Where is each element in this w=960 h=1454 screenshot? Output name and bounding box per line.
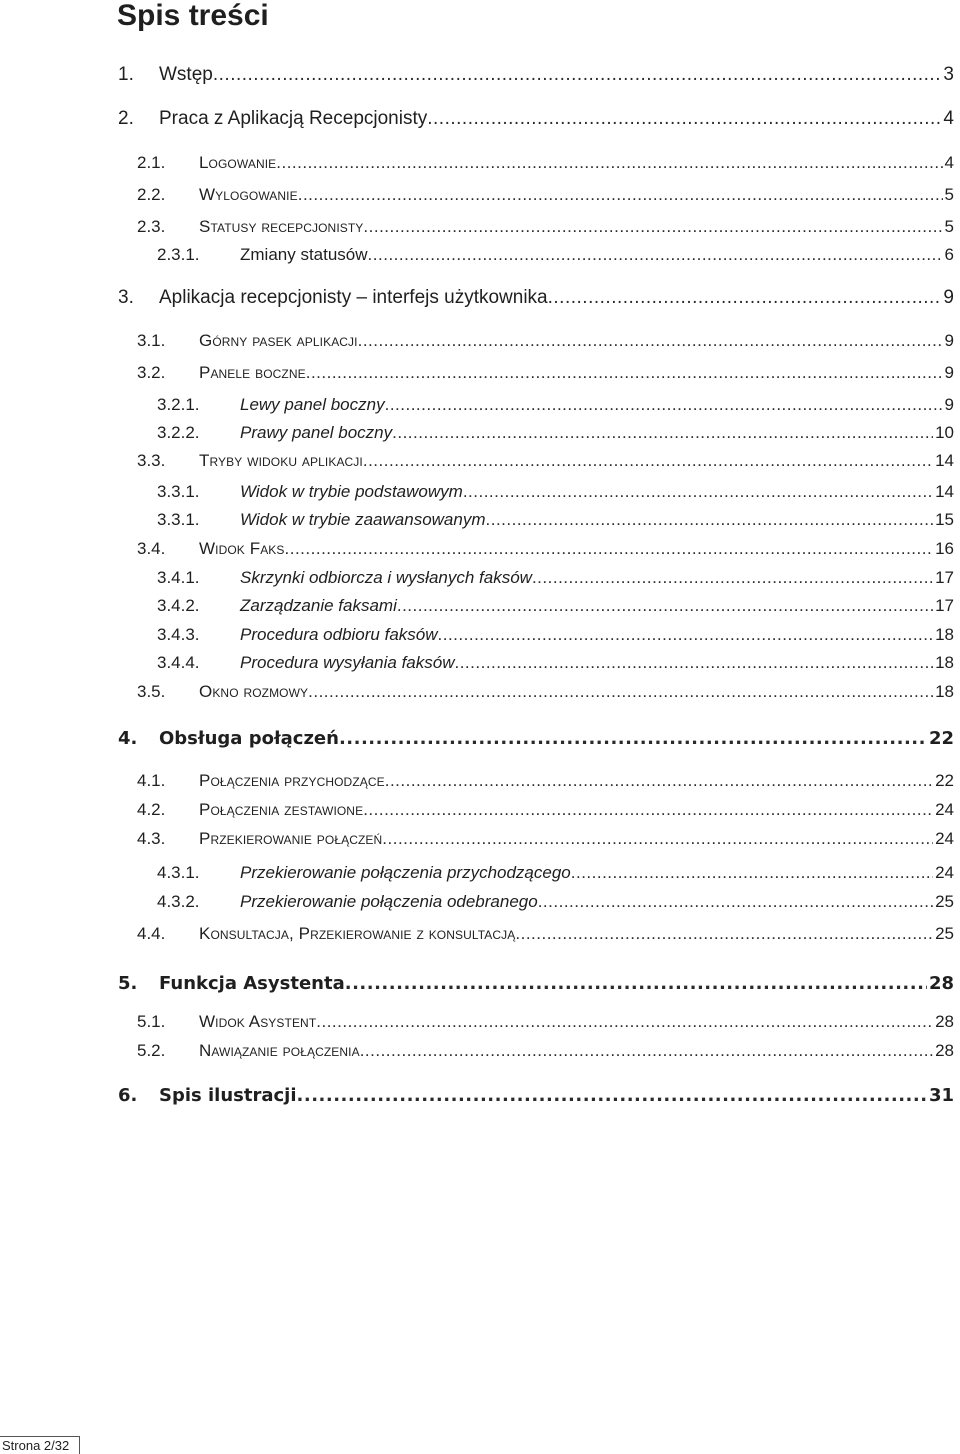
toc-entry[interactable] <box>137 534 954 564</box>
toc-entry-title: Przekierowanie połączeń <box>199 829 383 848</box>
toc-entry[interactable] <box>157 620 954 650</box>
toc-dot-leader <box>308 677 933 707</box>
toc-entry-number: 4. <box>118 728 138 749</box>
toc-entry[interactable] <box>118 283 954 313</box>
toc-entry-number: 4.4. <box>137 924 166 943</box>
toc-entry-page: 3 <box>943 64 954 85</box>
toc-entry[interactable] <box>157 887 954 917</box>
toc-entry[interactable] <box>137 766 954 796</box>
toc-entry-number: 3.5. <box>137 682 166 701</box>
toc-entry-page: 31 <box>928 1085 954 1106</box>
toc-entry[interactable] <box>137 677 954 707</box>
toc-entry-title: Wylogowanie <box>199 185 298 204</box>
toc-entry-page: 9 <box>944 395 954 414</box>
toc-entry-number: 1. <box>118 64 134 85</box>
toc-entry-page: 10 <box>935 423 954 442</box>
toc-dot-leader <box>360 1036 933 1066</box>
toc-entry-title: Widok w trybie zaawansowanym <box>240 510 486 529</box>
toc-entry-page: 28 <box>935 1041 954 1060</box>
toc-entry-title: Panele boczne <box>199 363 306 382</box>
toc-entry[interactable] <box>157 648 954 678</box>
toc-dot-leader <box>548 283 942 313</box>
toc-dot-leader <box>276 148 942 178</box>
toc-entry-title: Procedura odbioru faksów <box>240 625 438 644</box>
toc-entry-title: Okno rozmowy <box>199 682 309 701</box>
toc-entry-page: 4 <box>944 153 954 172</box>
toc-dot-leader <box>385 766 933 796</box>
toc-entry-page: 5 <box>944 217 954 236</box>
toc-entry-title: Zmiany statusów <box>240 245 368 264</box>
toc-dot-leader <box>392 418 933 448</box>
toc-entry-page: 9 <box>943 287 954 308</box>
toc-dot-leader <box>316 1007 933 1037</box>
toc-entry-page: 28 <box>928 973 954 994</box>
toc-entry-title: Procedura wysyłania faksów <box>240 653 455 672</box>
toc-entry-page: 17 <box>935 596 954 615</box>
toc-entry-title: Górny pasek aplikacji <box>199 331 358 350</box>
toc-entry-title: Lewy panel boczny <box>240 395 385 414</box>
toc-entry[interactable] <box>137 919 954 949</box>
toc-dot-leader <box>486 505 934 535</box>
toc-entry[interactable] <box>157 858 954 888</box>
toc-entry-title: Widok Asystent <box>199 1012 317 1031</box>
toc-entry-page: 25 <box>935 924 954 943</box>
toc-entry[interactable] <box>137 1007 954 1037</box>
toc-entry[interactable] <box>157 563 954 593</box>
toc-entry[interactable] <box>118 724 954 754</box>
toc-entry-title: Funkcja Asystenta <box>159 973 345 994</box>
toc-entry-page: 18 <box>935 682 954 701</box>
toc-entry[interactable] <box>157 240 954 270</box>
toc-dot-leader <box>363 212 942 242</box>
toc-entry-number: 3.2.1. <box>157 395 200 414</box>
toc-entry-title: Widok Faks <box>199 539 285 558</box>
toc-dot-leader <box>339 724 927 754</box>
toc-dot-leader <box>438 620 934 650</box>
toc-entry-number: 2.1. <box>137 153 166 172</box>
toc-entry-number: 6. <box>118 1085 138 1106</box>
toc-entry-page: 9 <box>944 363 954 382</box>
toc-dot-leader <box>306 358 943 388</box>
toc-entry-number: 3.4.1. <box>157 568 200 587</box>
toc-dot-leader <box>385 390 943 420</box>
toc-dot-leader <box>363 795 933 825</box>
toc-dot-leader <box>297 1081 927 1111</box>
toc-entry-number: 4.3. <box>137 829 166 848</box>
toc-entry-number: 4.1. <box>137 771 166 790</box>
toc-entry-title: Przekierowanie połączenia odebranego <box>240 892 538 911</box>
toc-entry-page: 15 <box>935 510 954 529</box>
toc-entry-page: 9 <box>944 331 954 350</box>
page-footer: Strona 2/32 <box>0 1436 80 1454</box>
toc-entry[interactable] <box>137 446 954 476</box>
toc-entry[interactable] <box>137 358 954 388</box>
toc-dot-leader <box>285 534 934 564</box>
toc-dot-leader <box>515 919 933 949</box>
toc-dot-leader <box>532 563 933 593</box>
toc-entry-title: Logowanie <box>199 153 277 172</box>
toc-entry[interactable] <box>157 390 954 420</box>
toc-entry[interactable] <box>157 477 954 507</box>
toc-entry-number: 5.2. <box>137 1041 166 1060</box>
toc-dot-leader <box>382 824 933 854</box>
toc-entry-number: 2.3. <box>137 217 166 236</box>
toc-entry[interactable] <box>137 824 954 854</box>
toc-entry-title: Tryby widoku aplikacji <box>199 451 363 470</box>
toc-entry-number: 2. <box>118 108 134 129</box>
toc-entry[interactable] <box>157 505 954 535</box>
toc-entry[interactable] <box>137 180 954 210</box>
toc-entry-page: 24 <box>935 863 954 882</box>
toc-entry-number: 2.2. <box>137 185 166 204</box>
toc-entry-number: 4.3.2. <box>157 892 200 911</box>
toc-entry-title: Statusy recepcjonisty <box>199 217 364 236</box>
toc-entry[interactable] <box>118 1081 954 1111</box>
toc-entry-page: 22 <box>928 728 954 749</box>
toc-entry-page: 18 <box>935 625 954 644</box>
toc-dot-leader <box>454 648 933 678</box>
toc-dot-leader <box>463 477 933 507</box>
toc-dot-leader <box>571 858 933 888</box>
toc-entry-page: 24 <box>935 829 954 848</box>
toc-entry-page: 16 <box>935 539 954 558</box>
toc-entry-number: 3.2. <box>137 363 166 382</box>
toc-dot-leader <box>358 326 943 356</box>
toc-entry-number: 3.3. <box>137 451 166 470</box>
toc-entry[interactable] <box>157 418 954 448</box>
toc-entry-number: 5. <box>118 973 138 994</box>
toc-dot-leader <box>298 180 943 210</box>
toc-entry-number: 3.4.4. <box>157 653 200 672</box>
toc-entry-number: 3.3.1. <box>157 510 200 529</box>
toc-entry[interactable] <box>157 591 954 621</box>
toc-entry-page: 17 <box>935 568 954 587</box>
page-title: Spis treści <box>117 0 269 32</box>
toc-dot-leader <box>368 240 943 270</box>
toc-entry[interactable] <box>137 212 954 242</box>
toc-entry[interactable] <box>137 148 954 178</box>
toc-dot-leader <box>427 104 941 134</box>
toc-entry-page: 18 <box>935 653 954 672</box>
toc-dot-leader <box>397 591 933 621</box>
toc-entry-number: 4.2. <box>137 800 166 819</box>
toc-entry[interactable] <box>118 60 954 90</box>
toc-entry-page: 14 <box>935 451 954 470</box>
toc-entry[interactable] <box>137 1036 954 1066</box>
toc-entry-title: Spis ilustracji <box>159 1085 297 1106</box>
toc-entry-title: Konsultacja, Przekierowanie z konsultacją <box>199 924 516 943</box>
toc-entry-number: 3.1. <box>137 331 166 350</box>
toc-entry-number: 3.4.3. <box>157 625 200 644</box>
toc-dot-leader <box>345 969 927 999</box>
toc-entry-page: 4 <box>943 108 954 129</box>
toc-dot-leader <box>213 60 942 90</box>
toc-entry-title: Przekierowanie połączenia przychodzącego <box>240 863 571 882</box>
toc-entry-number: 5.1. <box>137 1012 166 1031</box>
toc-entry-page: 22 <box>935 771 954 790</box>
toc-entry-number: 3. <box>118 287 134 308</box>
toc-entry-title: Wstęp <box>159 64 213 85</box>
toc-entry-number: 3.2.2. <box>157 423 200 442</box>
toc-entry-title: Praca z Aplikacją Recepcjonisty <box>159 108 428 129</box>
toc-entry-title: Prawy panel boczny <box>240 423 393 442</box>
toc-entry[interactable] <box>118 969 954 999</box>
toc-entry-number: 2.3.1. <box>157 245 200 264</box>
toc-entry-page: 25 <box>935 892 954 911</box>
toc-entry-page: 6 <box>944 245 954 264</box>
toc-entry-number: 3.3.1. <box>157 482 200 501</box>
toc-entry-number: 3.4. <box>137 539 166 558</box>
toc-entry-title: Obsługa połączeń <box>159 728 339 749</box>
toc-entry-title: Połączenia zestawione <box>199 800 364 819</box>
toc-entry-title: Skrzynki odbiorcza i wysłanych faksów <box>240 568 532 587</box>
toc-entry-page: 14 <box>935 482 954 501</box>
toc-entry-title: Zarządzanie faksami <box>240 596 397 615</box>
toc-dot-leader <box>363 446 933 476</box>
toc-entry[interactable] <box>137 326 954 356</box>
toc-entry-title: Połączenia przychodzące <box>199 771 385 790</box>
toc-dot-leader <box>538 887 933 917</box>
toc-entry-title: Nawiązanie połączenia <box>199 1041 360 1060</box>
toc-entry-page: 5 <box>944 185 954 204</box>
toc-entry-page: 24 <box>935 800 954 819</box>
toc-entry-number: 4.3.1. <box>157 863 200 882</box>
toc-entry-page: 28 <box>935 1012 954 1031</box>
toc-entry-number: 3.4.2. <box>157 596 200 615</box>
toc-entry-title: Aplikacja recepcjonisty – interfejs użytkownika <box>159 287 548 308</box>
toc-entry[interactable] <box>118 104 954 134</box>
toc-entry-title: Widok w trybie podstawowym <box>240 482 463 501</box>
toc-entry[interactable] <box>137 795 954 825</box>
